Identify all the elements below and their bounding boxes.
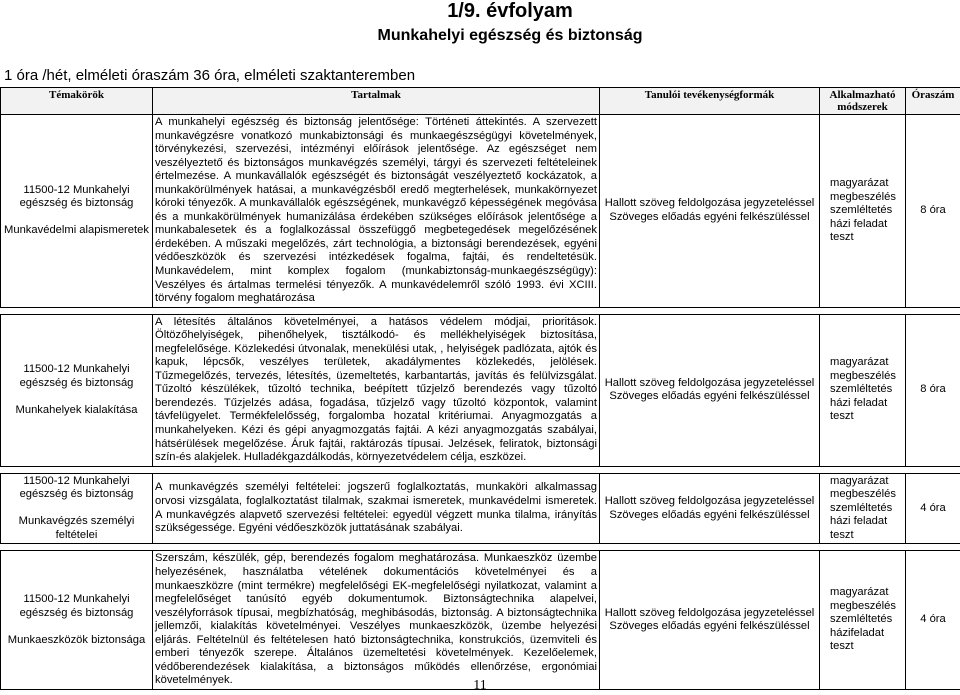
col-header-content: Tartalmak bbox=[153, 88, 600, 115]
col-header-activities: Tanulói tevékenységformák bbox=[600, 88, 820, 115]
hours-info: 1 óra /hét, elméleti óraszám 36 óra, elméleti szaktanteremben bbox=[4, 67, 416, 84]
topic-cell: 11500-12 Munkahelyi egészség és biztonság Munkavédelmi alapismeretek bbox=[1, 115, 153, 308]
topic-cell: 11500-12 Munkahelyi egészség és biztonság Munkaeszközök biztonsága bbox=[1, 551, 153, 689]
activities-cell: Hallott szöveg feldolgozása jegyzeteléssel Szöveges előadás egyéni felkészüléssel bbox=[600, 473, 820, 544]
content-cell: A munkavégzés személyi feltételei: jogszerű foglalkoztatás, munkaköri alkalmassag orvosi vizsgálata, foglalkoztatást tilalmak, szakmai ismeretek, munkavédelmi ismeretek. A munkavégzés alapvető szervezési feltételei: egyedül végzett munka tilalma, irányítás szükségessége. Egyéni védőeszközök juttatásának szabályai. bbox=[153, 473, 600, 544]
col-header-methods: Alkalmazható módszerek bbox=[820, 88, 906, 115]
activities-cell: Hallott szöveg feldolgozása jegyzeteléssel Szöveges előadás egyéni felkészüléssel bbox=[600, 551, 820, 689]
methods-cell: magyarázat megbeszélés szemléltetés házi feladat teszt bbox=[820, 314, 906, 466]
col-header-hours: Óraszám bbox=[906, 88, 960, 115]
table-row bbox=[1, 473, 960, 544]
content-cell: A munkahelyi egészség és biztonság jelentősége: Történeti áttekintés. A szervezett munkavégzésre vonatkozó munkabiztonsági és munkaegészségügyi követelmények, törvénykezési, szervezési, intézményi előírások jelentősége. Az egészséget nem veszélyeztető és biztonságos munkavégzés személyi, tárgyi és szervezeti feltételeinek értelmezése. A munkavállalók egészségét és biztonságát veszélyeztető kockázatok, a munkakörülmények hatásai, a munkavégzésből eredő megterhelések, munkakörnyezet kóroki tényezők. A munkavállalók egészségének, munkavégző képességének megóvása és a munkakörülmények humanizálása érdekében szükséges előírások jelentősége a munkabalesetek és a foglalkozással összefüggő megbetegedések megelőzésének érdekében. A műszaki megelőzés, zárt technológia, a biztonsági berendezések, egyéni védőeszközök és szervezési intézkedések fogalma, fajtái, és rendeltetésük. Munkavédelem, mint komplex fogalom (munkabiztonság-munkaegészségügy): Veszélyes és ártalmas termelési tényezők. A munkavédelemről szóló 1993. évi XCIII. törvény fogalom meghatározása bbox=[153, 115, 600, 308]
methods-cell: magyarázat megbeszélés szemléltetés házi feladat teszt bbox=[820, 473, 906, 544]
hours-cell: 4 óra bbox=[906, 473, 960, 544]
hours-cell: 8 óra bbox=[906, 115, 960, 308]
content-cell: Szerszám, készülék, gép, berendezés fogalom meghatározása. Munkaeszköz üzembe helyezésének, használatba vételének dokumentációs követelményei és a munkaeszközre (mint termékre) megfelelőségi EK-megfelelőségi nyilatkozat, valamint a megfelelőséget tanúsító egyéb dokumentumok. Biztonságtechnika alapelvei, veszélyforrások típusai, megbízhatóság, meghibásodás, biztonság. A biztonságtechnika jellemzői, kialakítás követelményei. Veszélyes munkaeszközök, üzembe helyezési eljárás. Feltételnül és feltételesen ható biztonságtechnika, konstrukciós, üzemviteli és emberi tényezők szerepe. Általános üzemeltetési követelmények. Kezelőelemek, védőberendezések kialakítása, a biztonságos működés ellenőrzése, ergonómiai követelmények. bbox=[153, 551, 600, 689]
table-row bbox=[1, 551, 960, 689]
activities-cell: Hallott szöveg feldolgozása jegyzeteléssel Szöveges előadás egyéni felkészüléssel bbox=[600, 314, 820, 466]
col-header-topics: Témakörök bbox=[1, 88, 153, 115]
topic-cell: 11500-12 Munkahelyi egészség és biztonság Munkahelyek kialakítása bbox=[1, 314, 153, 466]
table-row bbox=[1, 115, 960, 308]
subject-title: Munkahelyi egészség és biztonság bbox=[377, 27, 643, 44]
page-number: 11 bbox=[473, 678, 487, 693]
activities-cell: Hallott szöveg feldolgozása jegyzeteléssel Szöveges előadás egyéni felkészüléssel bbox=[600, 115, 820, 308]
methods-cell: magyarázat megbeszélés szemléltetés házifeladat teszt bbox=[820, 551, 906, 689]
hours-cell: 4 óra bbox=[906, 551, 960, 689]
grade-title: 1/9. évfolyam bbox=[447, 0, 573, 22]
table-row bbox=[1, 314, 960, 466]
hours-cell: 8 óra bbox=[906, 314, 960, 466]
content-cell: A létesítés általános követelményei, a hatásos védelem módjai, prioritások. Öltözőhelyiségek, pihenőhelyek, tisztálkodó- és mellékhelyiségek biztosítása, megfelelősége. Közlekedési útvonalak, menekülési utak, , helyiségek padlózata, ajtók és kapuk, lépcsők, veszélyes területek, akadálymentes közlekedés, jelölések. Tűzmegelőzés, tervezés, létesítés, üzemeltetés, karbantartás, javítás és felülvizsgálat. Tűzoltó készülékek, tűzoltó technika, beépített tűzjelző berendezés vagy tűzoltó berendezés. Tűzjelzés adása, fogadása, tűzjelző vagy tűzoltó központok, valamint távfelügyelet. Termékfelelősség, forgalomba hozatal kritériumai. Anyagmozgatás a munkahelyeken. Kézi és gépi anyagmozgatás fajtái. A kézi anyagmozgatás szabályai, hátsérülések megelőzése. Áruk fajtái, raktározás típusai. Jelzések, feliratok, biztonsági szín-és alakjelek. Hulladékgazdálkodás, környezetvédelem célja, eszközei. bbox=[153, 314, 600, 466]
row-spacer bbox=[1, 307, 960, 314]
curriculum-table bbox=[0, 87, 960, 690]
row-spacer bbox=[1, 544, 960, 551]
table-header-row bbox=[1, 88, 960, 115]
methods-cell: magyarázat megbeszélés szemléltetés házi feladat teszt bbox=[820, 115, 906, 308]
row-spacer bbox=[1, 466, 960, 473]
topic-cell: 11500-12 Munkahelyi egészség és biztonság Munkavégzés személyi feltételei bbox=[1, 473, 153, 544]
